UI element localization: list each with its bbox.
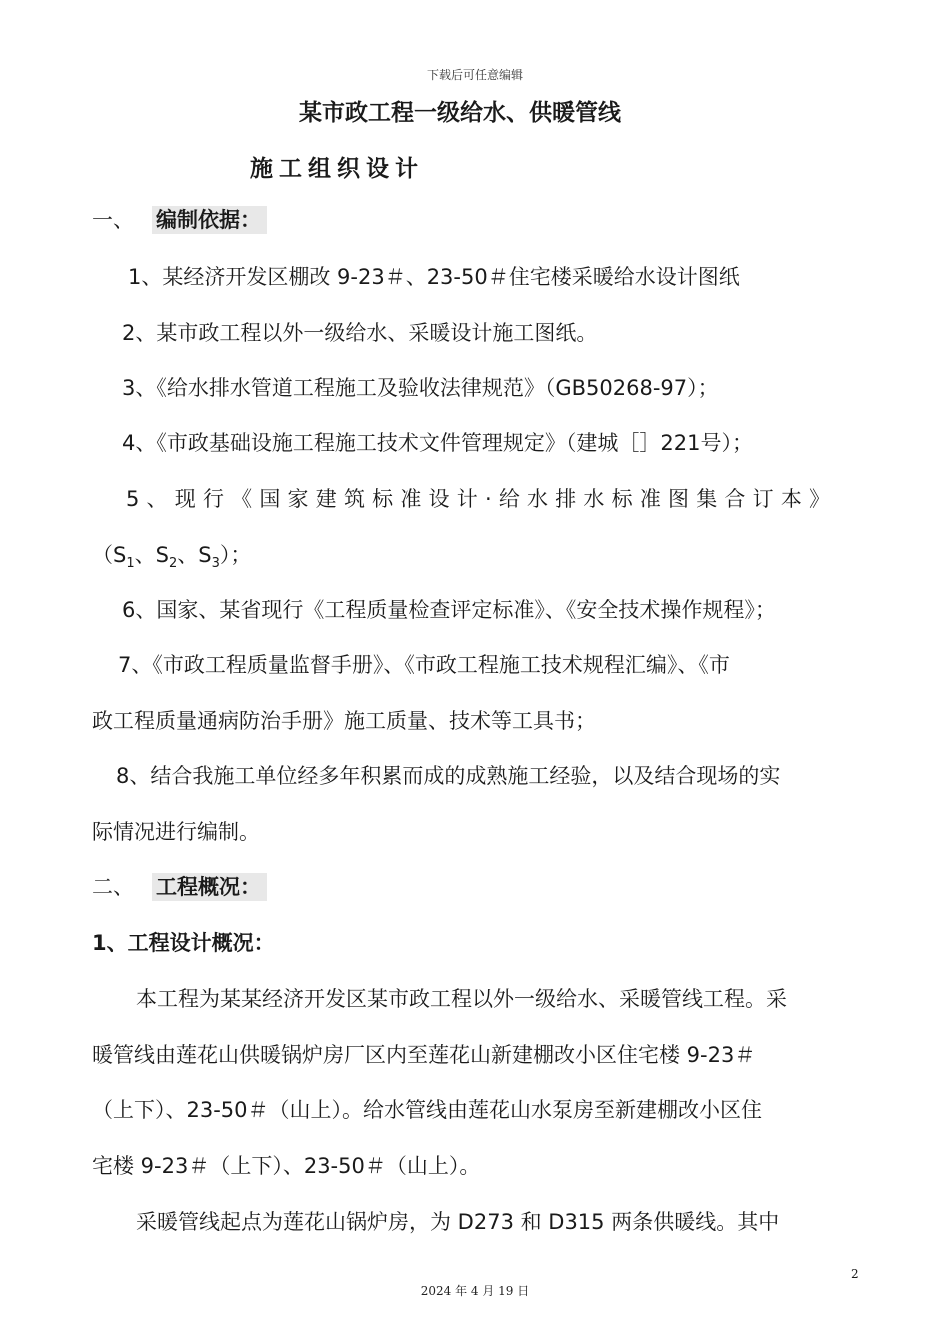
section-2-heading	[92, 871, 267, 901]
overview-line-4: 宅楼 9-23＃（上下）、23-50＃（山上）。	[92, 1154, 481, 1178]
basis-item-7: 7、《市政工程质量监督手册》、《市政工程施工技术规程汇编》、《市	[118, 653, 730, 677]
section-1-heading	[92, 204, 267, 234]
basis-item-7-cont: 政工程质量通病防治手册》施工质量、技术等工具书；	[92, 709, 596, 733]
basis-item-2: 2、某市政工程以外一级给水、采暖设计施工图纸。	[122, 321, 598, 345]
overview-line-3: （上下）、23-50＃（山上）。给水管线由莲花山水泵房至新建棚改小区住	[92, 1098, 763, 1122]
basis-item-6: 6、国家、某省现行《工程质量检查评定标准》、《安全技术操作规程》；	[122, 598, 776, 622]
subsection-heading: 1、工程设计概况：	[92, 931, 275, 955]
basis-item-1: 1、某经济开发区棚改 9-23＃、23-50＃住宅楼采暖给水设计图纸	[128, 265, 740, 289]
overview-line-5: 采暖管线起点为莲花山锅炉房，为 D273 和 D315 两条供暖线。其中	[136, 1210, 780, 1234]
section-title: 工程概况：	[152, 873, 267, 901]
standard-codes: （$S_1$、$S_2$、$S_3$）；	[92, 543, 252, 572]
section-number: 二、	[92, 875, 134, 899]
section-number: 一、	[92, 208, 134, 232]
section-title: 编制依据：	[152, 206, 267, 234]
basis-item-3: 3、《给水排水管道工程施工及验收法律规范》（GB50268-97）；	[122, 376, 719, 400]
page-number: 2	[851, 1267, 859, 1281]
overview-line-1: 本工程为某某经济开发区某市政工程以外一级给水、采暖管线工程。采	[136, 987, 787, 1011]
basis-item-8: 8、结合我施工单位经多年积累而成的成熟施工经验，以及结合现场的实	[116, 764, 781, 788]
header-note: 下载后可任意编辑	[426, 68, 523, 82]
document-title: 某市政工程一级给水、供暖管线	[299, 100, 621, 126]
document-subtitle: 施工组织设计	[250, 156, 424, 182]
footer-date: 2024 年 4 月 19 日	[420, 1284, 530, 1298]
basis-item-4: 4、《市政基础设施工程施工技术文件管理规定》（建城［］221号）；	[122, 431, 753, 455]
basis-item-5: 5、现行《国家建筑标准设计·给水排水标准图集合订本》	[126, 487, 838, 511]
overview-line-2: 暖管线由莲花山供暖锅炉房厂区内至莲花山新建棚改小区住宅楼 9-23＃	[92, 1043, 756, 1067]
basis-item-8-cont: 际情况进行编制。	[92, 820, 260, 844]
